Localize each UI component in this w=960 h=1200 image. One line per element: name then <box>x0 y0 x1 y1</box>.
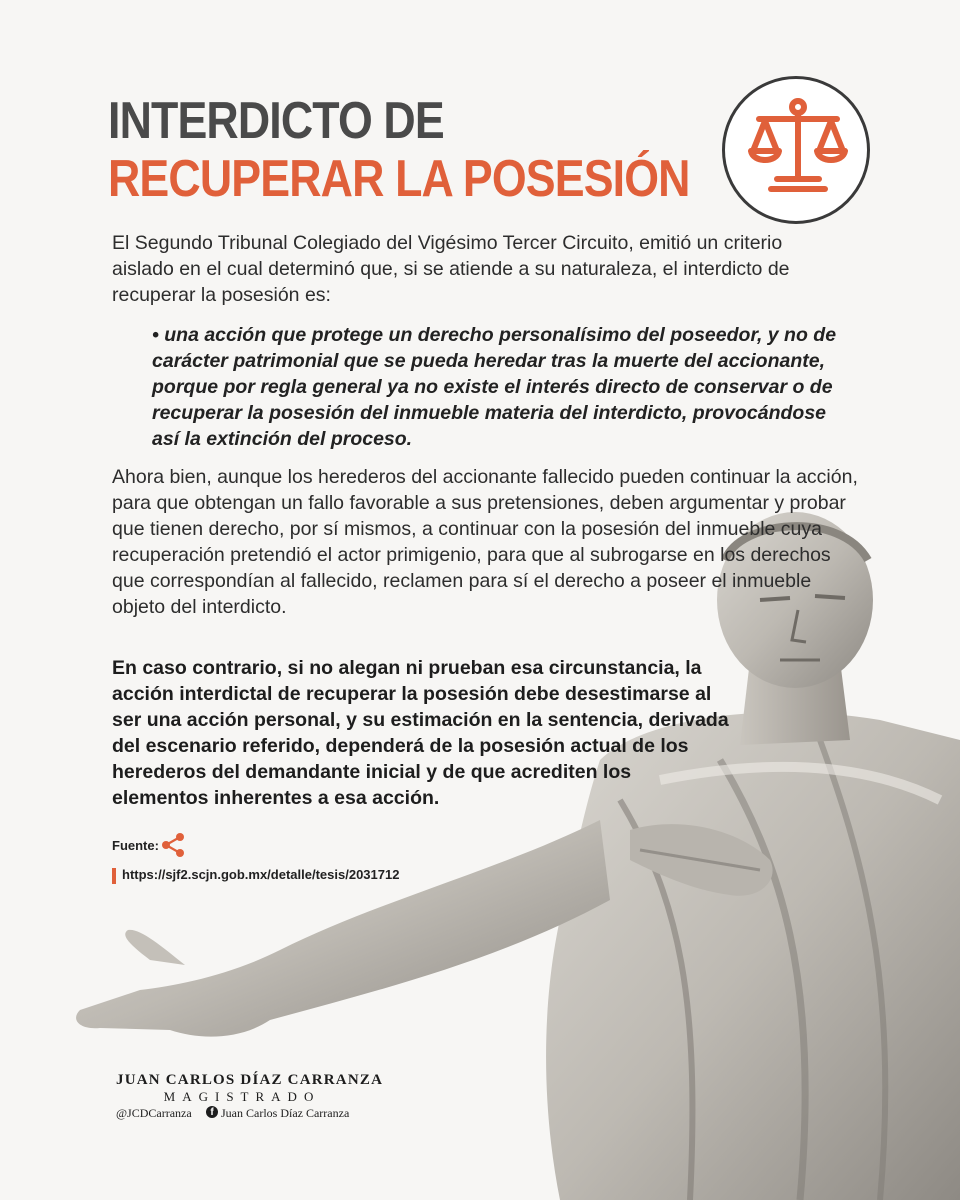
signature-name: JUAN CARLOS DÍAZ CARRANZA <box>116 1072 384 1088</box>
scales-logo <box>722 76 870 224</box>
share-icon[interactable] <box>160 832 186 858</box>
title-line-1: INTERDICTO DE <box>108 92 444 150</box>
url-accent-bar <box>112 868 116 884</box>
signature-role: MAGISTRADO <box>163 1089 321 1104</box>
facebook-icon: f <box>206 1106 218 1118</box>
title-line-2: RECUPERAR LA POSESIÓN <box>108 150 690 208</box>
intro-paragraph: El Segundo Tribunal Colegiado del Vigésimo Tercer Circuito, emitió un criterio aislado en el cual determinó que, si se atiende a su naturaleza, el interdicto de recuperar la posesión es: <box>112 232 790 306</box>
paragraph-conclusion: En caso contrario, si no alegan ni prueban esa circunstancia, la acción interdictal de recuperar la posesión debe desestimarse al ser una acción personal, y su estimación en la sentencia, derivada del escenario referido, dependerá de la posesión actual de los herederos del demandante inicial y de que acrediten los elementos inherentes a esa acción. <box>112 657 729 809</box>
facebook-name[interactable]: Juan Carlos Díaz Carranza <box>221 1106 350 1120</box>
source-url-link[interactable]: https://sjf2.scjn.gob.mx/detalle/tesis/2031712 <box>122 867 400 882</box>
page-title <box>108 92 690 208</box>
paragraph-heirs: Ahora bien, aunque los herederos del accionante fallecido pueden continuar la acción, para que obtengan un fallo favorable a sus pretensiones, deben argumentar y probar que tienen derecho, por sí mismos, a continuar con la posesión del inmueble cuya recuperación pretendió el actor primigenio, para que al subrogarse en los derechos que correspondían al fallecido, reclamen para sí el derecho a poseer el inmueble objeto del interdicto. <box>112 466 858 618</box>
twitter-handle[interactable]: @JCDCarranza <box>116 1106 192 1120</box>
criterion-quote: • una acción que protege un derecho personalísimo del poseedor, y no de carácter patrimonial que se pueda heredar tras la muerte del accionante, porque por regla general ya no existe el interés directo de conservar o de recuperar la posesión del inmueble materia del interdicto, provocándose así la extinción del proceso. <box>152 324 837 450</box>
scales-of-justice-icon <box>743 93 853 203</box>
source-label: Fuente: <box>112 838 159 853</box>
